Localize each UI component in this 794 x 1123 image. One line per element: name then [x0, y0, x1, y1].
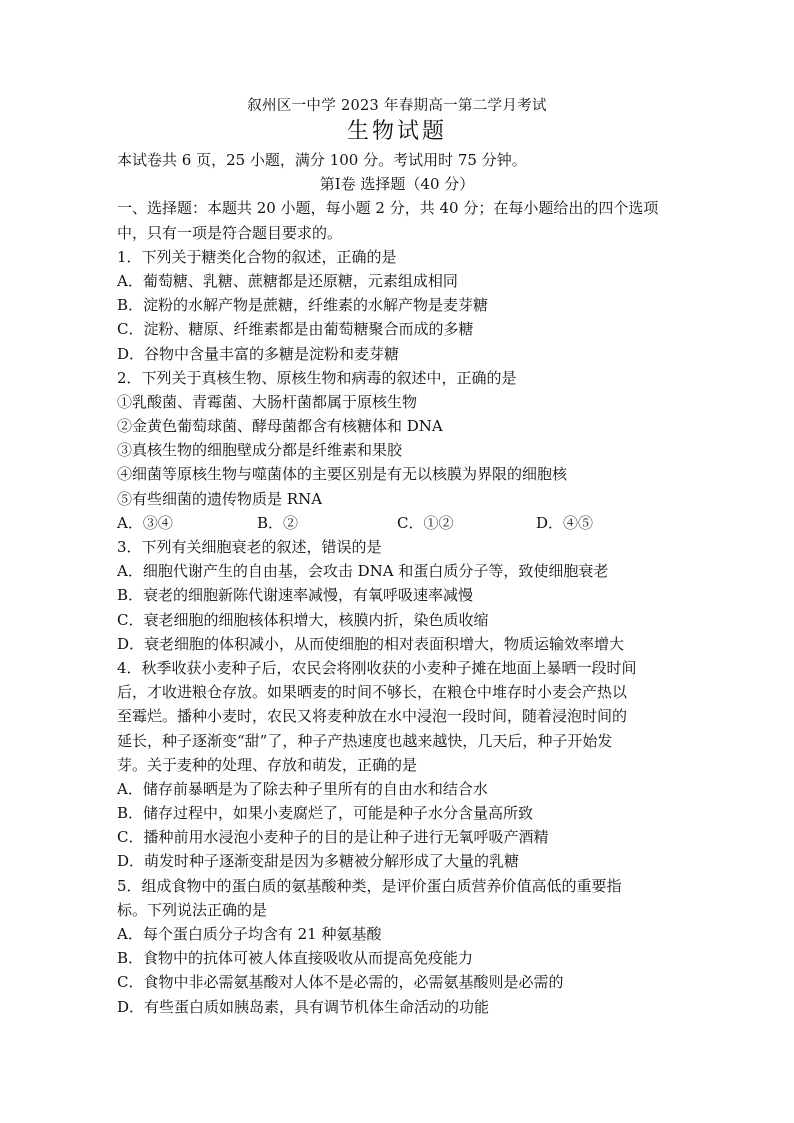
choice-b: B．储存过程中，如果小麦腐烂了，可能是种子水分含量高所致: [117, 804, 534, 823]
subject-title: 生物试题: [346, 119, 447, 144]
question-stem: 芽。关于麦种的处理、存放和萌发，正确的是: [117, 755, 418, 774]
section-title: 第Ⅰ卷 选择题（40 分）: [319, 175, 475, 194]
choice-d: D．衰老细胞的体积减小，从而使细胞的相对表面积增大，物质运输效率增大: [117, 634, 625, 653]
choice-d: D．有些蛋白质如胰岛素，具有调节机体生命活动的功能: [117, 997, 490, 1016]
question-3: [117, 535, 677, 656]
instruction-line: 一、选择题：本题共 20 小题，每小题 2 分，共 40 分；在每小题给出的四个选项: [117, 199, 659, 218]
question-stem: 1．下列关于糖类化合物的叙述，正确的是: [117, 247, 397, 266]
choice-b: B．食物中的抗体可被人体直接吸收从而提高免疫能力: [117, 949, 474, 968]
question-stem: 后，才收进粮仓存放。如果晒麦的时间不够长，在粮仓中堆存时小麦会产热以: [117, 683, 628, 702]
question-1: [117, 245, 677, 366]
question-5: [117, 874, 677, 1019]
statement-1: ①乳酸菌、青霉菌、大肠杆菌都属于原核生物: [117, 392, 418, 411]
question-stem: 至霉烂。播种小麦时，农民又将麦种放在水中浸泡一段时间，随着浸泡时间的: [117, 707, 628, 726]
instruction-line: 中，只有一项是符合题目要求的。: [117, 223, 343, 242]
choice-d: D．萌发时种子逐渐变甜是因为多糖被分解形成了大量的乳糖: [117, 852, 520, 871]
choice-a: A．细胞代谢产生的自由基，会攻击 DNA 和蛋白质分子等，致使细胞衰老: [117, 562, 609, 581]
statement-5: ⑤有些细菌的遗传物质是 RNA: [117, 489, 323, 508]
question-stem: 标。下列说法正确的是: [117, 900, 268, 919]
choice-c: C．食物中非必需氨基酸对人体不是必需的，必需氨基酸则是必需的: [117, 973, 564, 992]
exam-intro: 本试卷共 6 页，25 小题，满分 100 分。考试用时 75 分钟。: [117, 151, 527, 169]
question-stem: 3．下列有关细胞衰老的叙述，错误的是: [117, 538, 382, 556]
question-stem: 5．组成食物中的蛋白质的氨基酸种类，是评价蛋白质营养价值高低的重要指: [117, 876, 622, 895]
exam-title: 叙州区一中学 2023 年春期高一第二学月考试: [247, 98, 547, 114]
choice-a: A．③④: [117, 513, 173, 532]
choice-c: C．①②: [397, 513, 454, 532]
choice-a: A．储存前暴晒是为了除去种子里所有的自由水和结合水: [117, 779, 488, 798]
exam-page: [117, 96, 677, 1019]
choice-c: C．淀粉、糖原、纤维素都是由葡萄糖聚合而成的多糖: [117, 320, 474, 339]
statement-4: ④细菌等原核生物与噬菌体的主要区别是有无以核膜为界限的细胞核: [117, 465, 568, 484]
choice-b: B．②: [257, 513, 299, 532]
choice-a: A．每个蛋白质分子均含有 21 种氨基酸: [117, 925, 382, 943]
question-stem: 延长，种子逐渐变“甜”了，种子产热速度也越来越快，几天后，种子开始发: [117, 731, 613, 750]
choice-b: B．淀粉的水解产物是蔗糖，纤维素的水解产物是麦芽糖: [117, 296, 489, 315]
choice-b: B．衰老的细胞新陈代谢速率减慢，有氧呼吸速率减慢: [117, 586, 474, 605]
statement-3: ③真核生物的细胞壁成分都是纤维素和果胶: [117, 441, 403, 460]
choice-c: C．播种前用水浸泡小麦种子的目的是让种子进行无氧呼吸产酒精: [117, 828, 549, 847]
choice-a: A．葡萄糖、乳糖、蔗糖都是还原糖，元素组成相同: [117, 271, 458, 290]
statement-2: ②金黄色葡萄球菌、酵母菌都含有核糖体和 DNA: [117, 417, 443, 436]
question-stem: 4．秋季收获小麦种子后，农民会将刚收获的小麦种子摊在地面上暴晒一段时间: [117, 658, 637, 677]
choice-d: D．谷物中含量丰富的多糖是淀粉和麦芽糖: [117, 344, 400, 363]
options-row: [117, 511, 677, 535]
choice-c: C．衰老细胞的细胞核体积增大，核膜内折，染色质收缩: [117, 610, 489, 629]
question-2: [117, 366, 677, 535]
choice-d: D．④⑤: [536, 513, 594, 532]
question-stem: 2．下列关于真核生物、原核生物和病毒的叙述中，正确的是: [117, 368, 517, 387]
question-4: [117, 656, 677, 874]
